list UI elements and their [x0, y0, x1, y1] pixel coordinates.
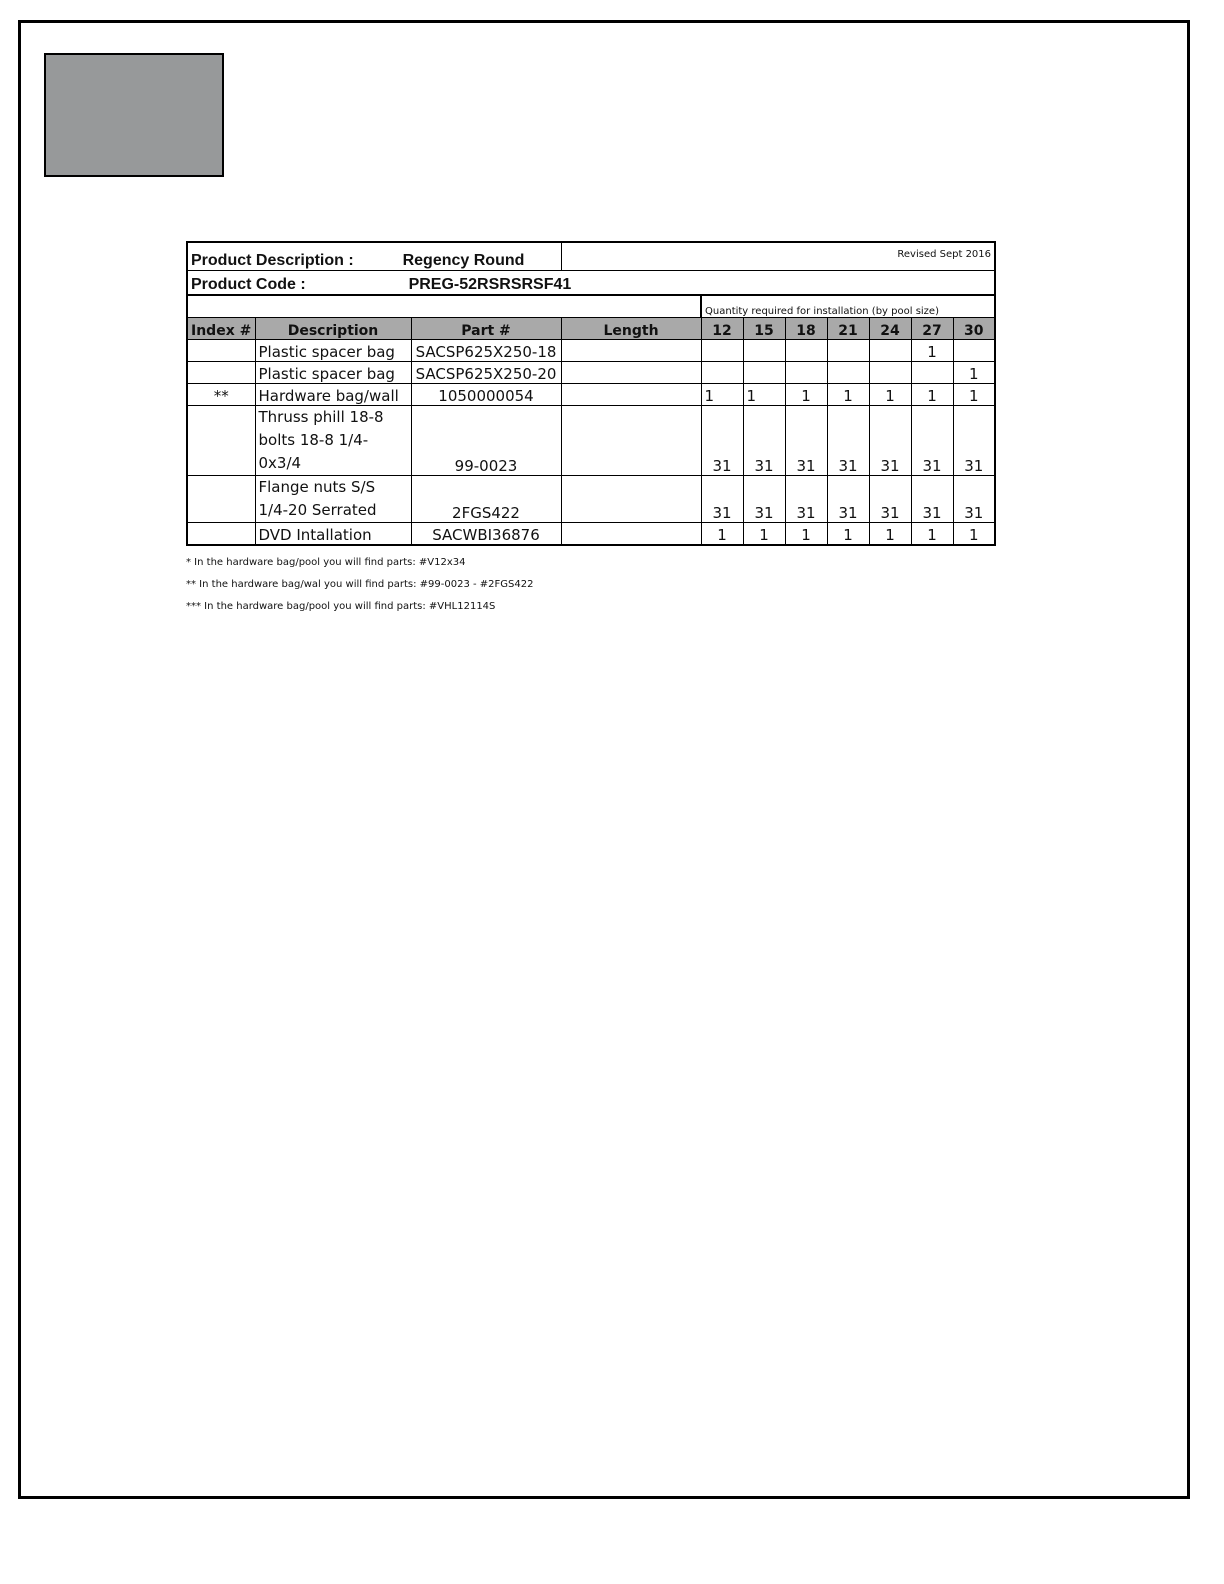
- row-qty-15: [743, 340, 785, 362]
- row-description: Hardware bag/wall: [255, 384, 411, 406]
- col-index: Index #: [187, 318, 255, 340]
- row-qty-12: [701, 340, 743, 362]
- row-index: [187, 523, 255, 546]
- row-qty-21: [827, 340, 869, 362]
- row-qty-18: 31: [785, 476, 827, 523]
- row-qty-18: 1: [785, 384, 827, 406]
- row-qty-24: 1: [869, 384, 911, 406]
- row-qty-30: 31: [953, 476, 995, 523]
- parts-sheet: [186, 241, 996, 618]
- product-code-label: Product Code :: [191, 276, 306, 293]
- row-part: 1050000054: [411, 384, 561, 406]
- col-description: Description: [255, 318, 411, 340]
- row-length: [561, 476, 701, 523]
- row-description: Plastic spacer bag: [255, 362, 411, 384]
- row-description: Thruss phill 18-8 bolts 18-8 1/4-0x3/4: [255, 406, 411, 476]
- quantity-caption: Quantity required for installation (by pool size): [701, 295, 995, 318]
- col-size-21: 21: [827, 318, 869, 340]
- row-length: [561, 406, 701, 476]
- row-qty-15: 31: [743, 406, 785, 476]
- table-row: [187, 340, 995, 362]
- row-qty-21: [827, 362, 869, 384]
- row-qty-24: 31: [869, 476, 911, 523]
- row-qty-30: 31: [953, 406, 995, 476]
- row-qty-24: 1: [869, 523, 911, 546]
- row-qty-15: [743, 362, 785, 384]
- row-qty-12: [701, 362, 743, 384]
- row-qty-12: 31: [701, 476, 743, 523]
- row-qty-18: 1: [785, 523, 827, 546]
- table-row: [187, 523, 995, 546]
- row-qty-12: 31: [701, 406, 743, 476]
- row-qty-24: 31: [869, 406, 911, 476]
- row-qty-27: 1: [911, 340, 953, 362]
- row-description: Flange nuts S/S 1/4-20 Serrated: [255, 476, 411, 523]
- parts-table: [186, 241, 996, 546]
- row-qty-21: 31: [827, 476, 869, 523]
- row-description: DVD Intallation: [255, 523, 411, 546]
- row-qty-18: 31: [785, 406, 827, 476]
- row-part: 2FGS422: [411, 476, 561, 523]
- footnote: * In the hardware bag/pool you will find parts: #V12x34: [186, 557, 466, 568]
- col-length: Length: [561, 318, 701, 340]
- row-qty-24: [869, 340, 911, 362]
- col-size-27: 27: [911, 318, 953, 340]
- row-qty-30: 1: [953, 523, 995, 546]
- col-part: Part #: [411, 318, 561, 340]
- row-index: **: [187, 384, 255, 406]
- row-qty-27: 31: [911, 476, 953, 523]
- product-description-label: Product Description :: [191, 252, 354, 269]
- row-qty-30: [953, 340, 995, 362]
- table-row: [187, 384, 995, 406]
- row-qty-30: 1: [953, 384, 995, 406]
- row-length: [561, 340, 701, 362]
- row-part: SACSP625X250-20: [411, 362, 561, 384]
- row-qty-21: 1: [827, 384, 869, 406]
- col-size-12: 12: [701, 318, 743, 340]
- table-row: [187, 476, 995, 523]
- row-qty-18: [785, 362, 827, 384]
- row-length: [561, 362, 701, 384]
- row-qty-15: 1: [743, 523, 785, 546]
- row-description: Plastic spacer bag: [255, 340, 411, 362]
- placeholder-image-box: [44, 53, 224, 177]
- footnote: *** In the hardware bag/pool you will find parts: #VHL12114S: [186, 601, 496, 612]
- row-qty-27: 1: [911, 384, 953, 406]
- col-size-30: 30: [953, 318, 995, 340]
- row-qty-27: [911, 362, 953, 384]
- col-size-15: 15: [743, 318, 785, 340]
- row-qty-15: 31: [743, 476, 785, 523]
- col-size-24: 24: [869, 318, 911, 340]
- row-index: [187, 340, 255, 362]
- col-size-18: 18: [785, 318, 827, 340]
- row-qty-18: [785, 340, 827, 362]
- row-qty-21: 31: [827, 406, 869, 476]
- row-qty-12: 1: [701, 384, 743, 406]
- table-row: [187, 362, 995, 384]
- revised-date: Revised Sept 2016: [561, 242, 995, 271]
- product-description-value: Regency Round: [402, 252, 525, 269]
- table-row: [187, 406, 995, 476]
- row-index: [187, 406, 255, 476]
- row-qty-21: 1: [827, 523, 869, 546]
- column-header-row: [187, 318, 995, 340]
- footnotes: [186, 552, 996, 618]
- row-index: [187, 362, 255, 384]
- row-part: 99-0023: [411, 406, 561, 476]
- footnote: ** In the hardware bag/wal you will find parts: #99-0023 - #2FGS422: [186, 579, 534, 590]
- row-qty-27: 1: [911, 523, 953, 546]
- row-qty-15: 1: [743, 384, 785, 406]
- row-qty-24: [869, 362, 911, 384]
- row-length: [561, 523, 701, 546]
- row-length: [561, 384, 701, 406]
- row-qty-30: 1: [953, 362, 995, 384]
- row-qty-27: 31: [911, 406, 953, 476]
- row-index: [187, 476, 255, 523]
- row-qty-12: 1: [701, 523, 743, 546]
- row-part: SACWBI36876: [411, 523, 561, 546]
- row-part: SACSP625X250-18: [411, 340, 561, 362]
- product-code-value: PREG-52RSRSRSF41: [408, 276, 572, 293]
